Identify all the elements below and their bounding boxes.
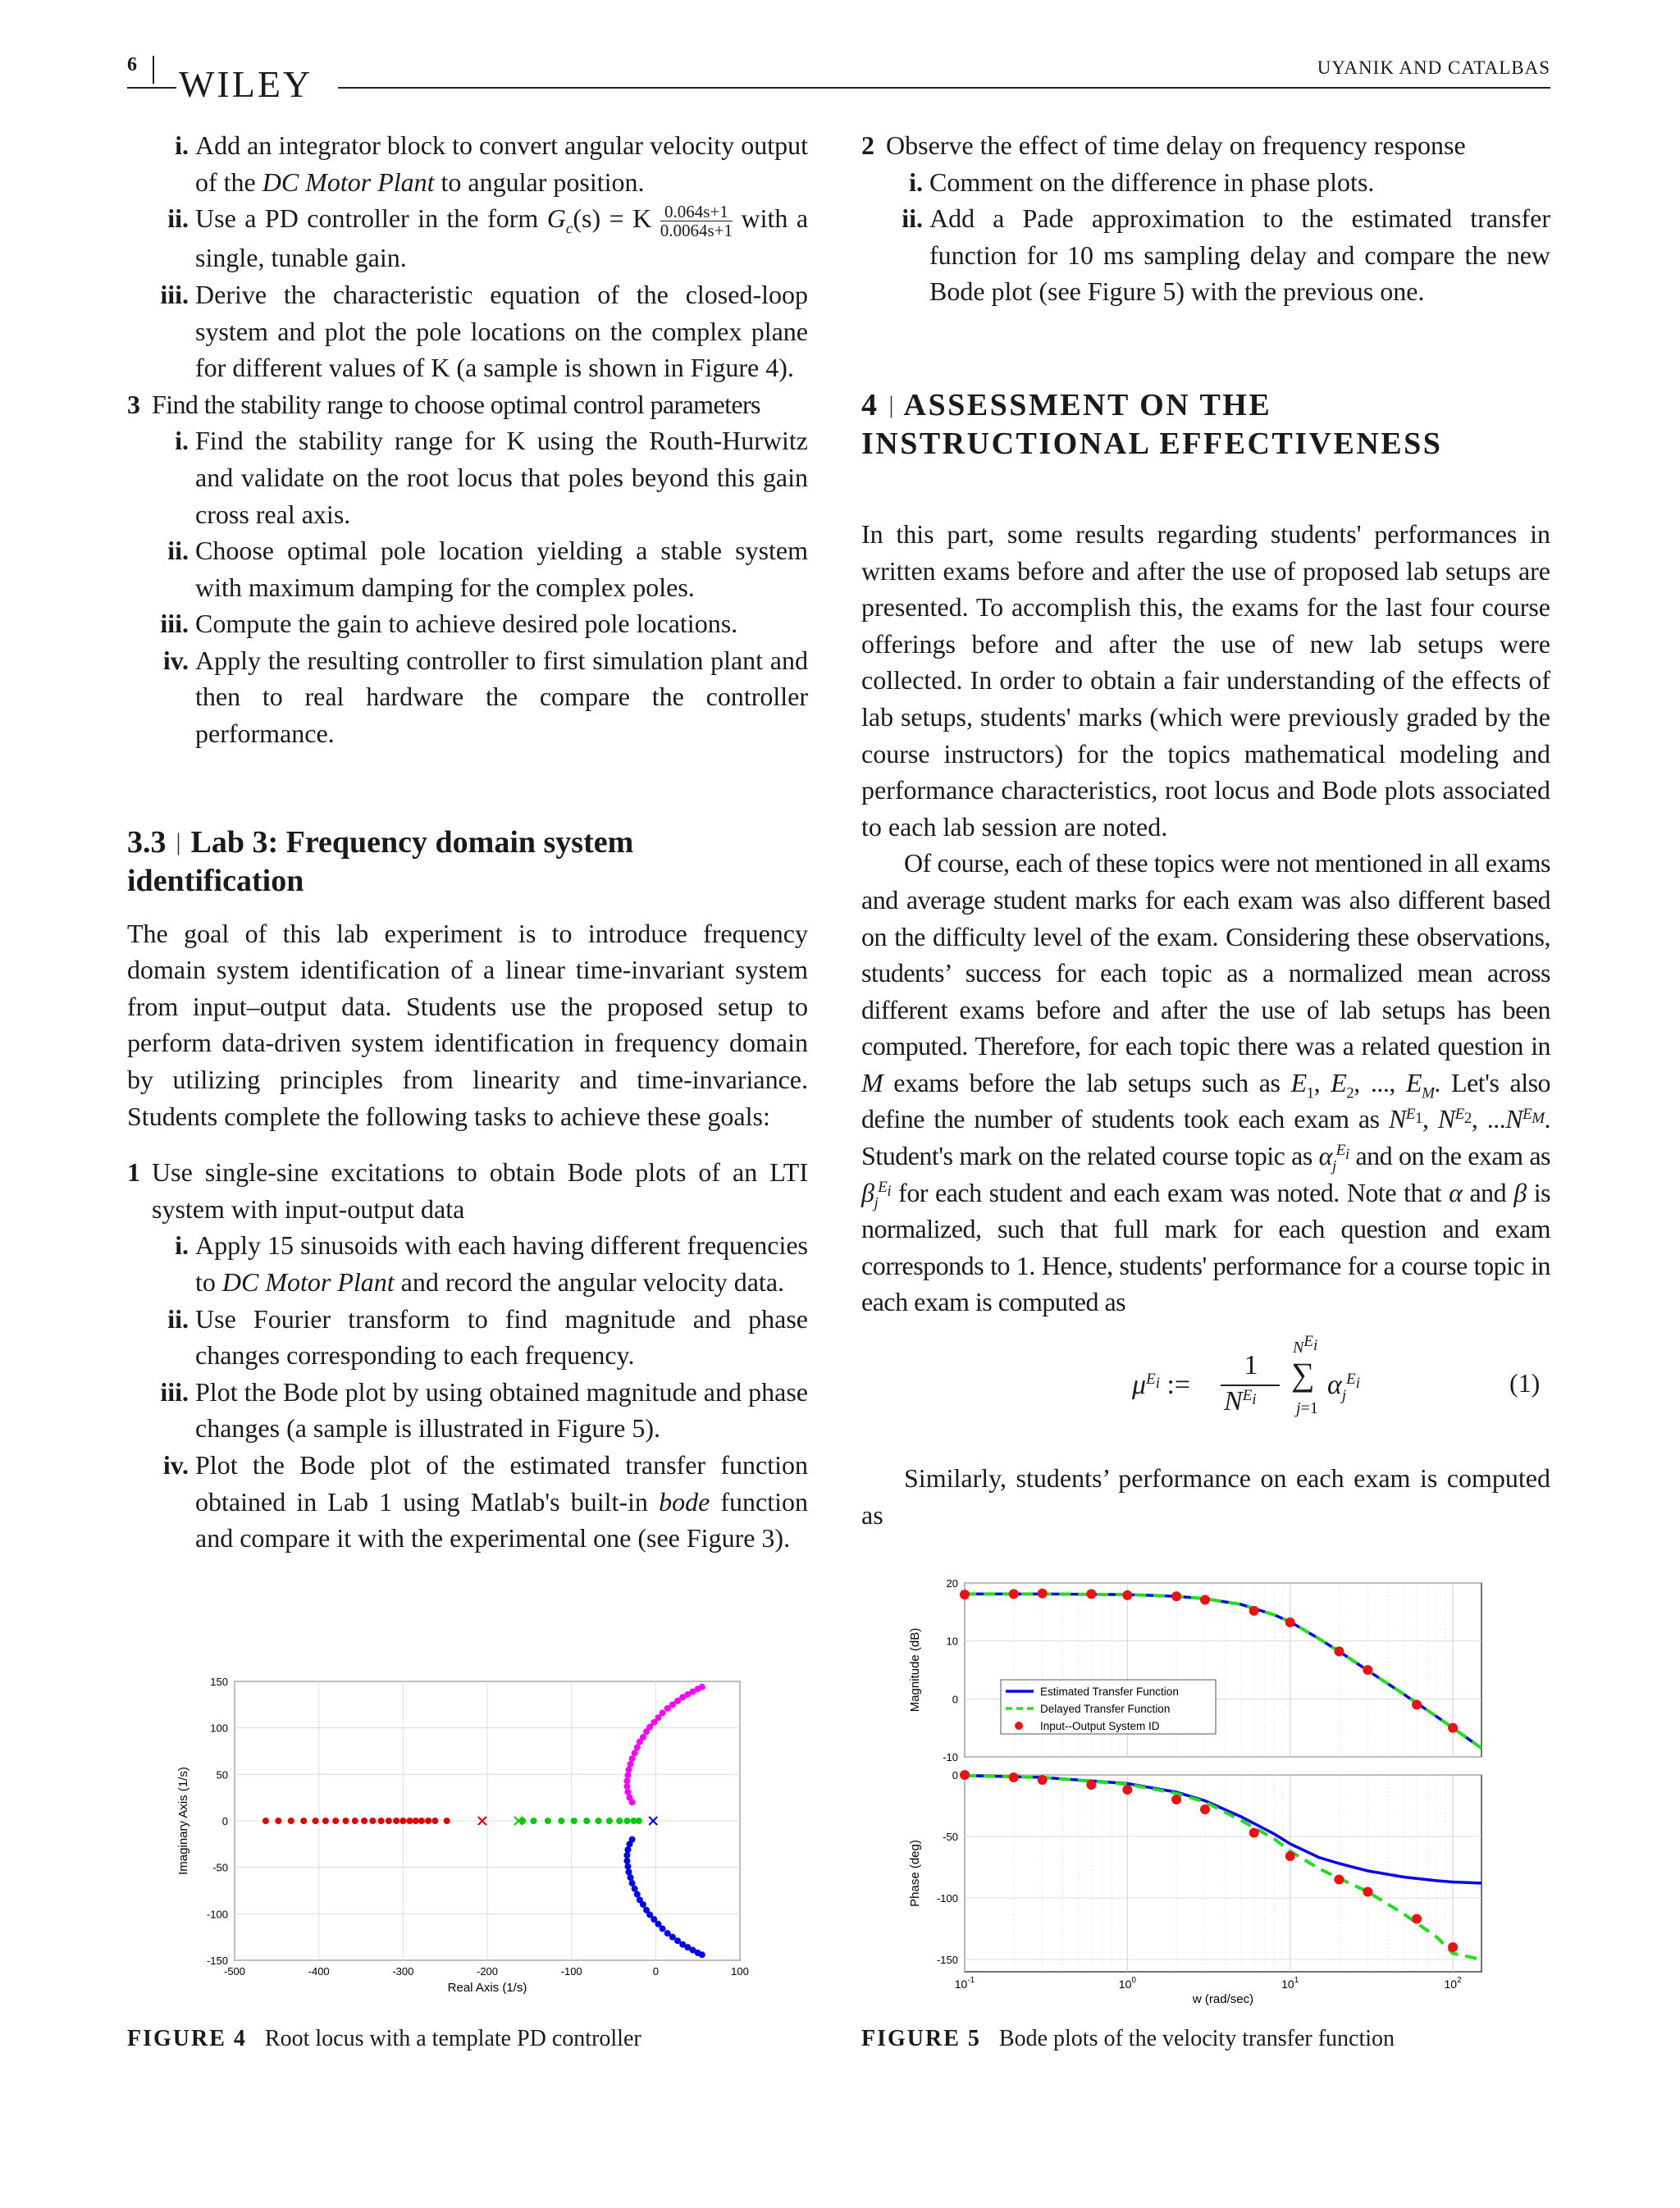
locus-point	[425, 1818, 431, 1824]
y-tick-label: 50	[216, 1768, 228, 1781]
list-marker: i.	[175, 426, 189, 456]
caption-text: Bode plots of the velocity transfer function	[998, 2026, 1395, 2051]
y-tick-label: 100	[210, 1722, 228, 1735]
section-heading: 3.3 | Lab 3: Frequency domain system identification	[127, 824, 634, 898]
caption-label: FIGURE 4	[127, 2026, 247, 2051]
locus-point	[625, 1868, 632, 1875]
locus-point	[431, 1818, 438, 1824]
section-title: INSTRUCTIONAL EFFECTIVENESS	[861, 426, 1443, 461]
data-marker	[1200, 1804, 1210, 1814]
data-marker	[1009, 1589, 1019, 1599]
locus-point	[640, 1734, 646, 1740]
x-tick-label: -400	[308, 1965, 330, 1978]
list-marker: ii.	[167, 1303, 189, 1334]
list-item	[127, 422, 808, 532]
locus-point	[418, 1818, 425, 1824]
y-tick-label: -10	[943, 1751, 958, 1763]
locus-point	[623, 1858, 630, 1864]
legend	[1001, 1680, 1216, 1734]
data-marker	[1448, 1723, 1458, 1733]
locus-point	[369, 1818, 376, 1824]
fraction-denominator: 0.0064s+1	[660, 221, 733, 241]
list-text: Plot the Bode plot of the estimated transfer function obtained in Lab 1 using Matlab's built-in	[195, 1449, 808, 1517]
emphasis: DC Motor Plant	[221, 1267, 395, 1297]
list-text: Find the stability range for K using the Routh-Hurwitz and validate on the root locus that poles beyond this gain cross real axis.	[195, 426, 808, 529]
list-item	[127, 1374, 808, 1447]
list-item	[127, 1154, 808, 1227]
equation-number: (1)	[1509, 1368, 1541, 1398]
locus-point	[624, 1846, 631, 1853]
list-text: Find the stability range to choose optimal control parameters	[152, 389, 760, 419]
emphasis: DC Motor Plant	[262, 167, 435, 197]
list-item	[127, 386, 808, 423]
list-marker: 1	[127, 1157, 140, 1188]
data-marker	[1171, 1591, 1181, 1601]
y-tick-label: 20	[946, 1577, 958, 1590]
locus-point	[606, 1818, 613, 1824]
legend-label: Input--Output System ID	[1040, 1720, 1160, 1732]
list-marker: ii.	[902, 203, 923, 234]
data-marker	[1122, 1785, 1132, 1795]
locus-point	[634, 1891, 641, 1898]
y-tick-label: -100	[936, 1892, 958, 1905]
y-tick-label: -150	[206, 1955, 228, 1967]
x-tick-label: $10^0$	[1118, 1976, 1136, 1991]
data-marker	[1412, 1699, 1422, 1709]
locus-point	[624, 1772, 631, 1778]
list-item	[861, 164, 1550, 201]
list-text: Add an integrator block to convert angular velocity output of the	[195, 130, 808, 197]
data-marker	[1249, 1828, 1259, 1838]
legend-marker	[1015, 1722, 1023, 1730]
data-marker	[960, 1590, 970, 1599]
locus-point	[332, 1818, 339, 1824]
data-marker	[1200, 1594, 1210, 1604]
list-text: Compute the gain to achieve desired pole locations.	[195, 609, 738, 639]
y-tick-label: 150	[210, 1676, 228, 1688]
section-title: Lab 3: Frequency domain system identification	[127, 824, 634, 898]
locus-point	[386, 1818, 392, 1824]
x-tick-label: $10^{-1}$	[954, 1976, 975, 1991]
list-text: Apply 15 sinusoids with each having different frequencies to	[195, 1230, 808, 1297]
math-beta: $\beta_j^{E_i}$	[861, 1177, 892, 1212]
header-rule-left	[127, 87, 176, 89]
data-marker	[1363, 1665, 1372, 1675]
paragraph-text: for each student and each exam was noted. Note that	[898, 1177, 1442, 1207]
locus-point	[623, 1818, 630, 1824]
locus-point	[361, 1818, 368, 1824]
paragraph: The goal of this lab experiment is to introduce frequency domain system identification of a linear time-invariant system from input–output data. Students use the proposed setup to perform data-driven system identification in frequency domain by utilizing principles from linearity and time-invariance. Students complete the following tasks to achieve these goals:	[127, 918, 808, 1131]
data-marker	[1038, 1589, 1048, 1599]
locus-point	[413, 1818, 419, 1824]
locus-point	[629, 1755, 636, 1762]
locus-point	[660, 1925, 666, 1932]
locus-point	[407, 1818, 413, 1824]
locus-point	[632, 1886, 638, 1892]
locus-point	[627, 1841, 633, 1847]
locus-point	[343, 1818, 349, 1824]
list-marker: ii.	[167, 536, 189, 566]
transfer-fraction	[660, 203, 733, 240]
math-student-counts: $N^{E_1}$, $N^{E_2}$, $...N^{E_M}$	[1389, 1104, 1545, 1134]
list-item	[861, 127, 1550, 164]
locus-point	[288, 1818, 294, 1824]
list-item	[127, 1447, 808, 1557]
y-tick-label: 10	[946, 1635, 958, 1648]
list-text: Choose optimal pole location yielding a stable system with maximum damping for the complex poles.	[195, 536, 808, 602]
math-alpha: $\alpha_j^{E_i}$	[1318, 1141, 1349, 1175]
list-marker: iii.	[160, 609, 189, 639]
list-marker: 3	[127, 389, 140, 419]
locus-point	[444, 1818, 450, 1824]
legend-label: Estimated Transfer Function	[1040, 1686, 1179, 1698]
data-marker	[1334, 1646, 1344, 1656]
list-marker: iv.	[162, 1449, 189, 1480]
math-symbol: G	[546, 203, 566, 234]
paragraph-text: Of course, each of these topics were not mentioned in all exams and average student marks for each exam was also different based on the difficulty level of the exam. Considering these observations, students’ success for each topic as a normalized mean across different exams before and after the use of lab setups has been computed. Therefore, for each topic there was a related question in	[861, 848, 1550, 1061]
locus-point	[352, 1818, 358, 1824]
figure-4-caption	[127, 2026, 641, 2052]
list-text: to angular position.	[441, 167, 645, 197]
y-tick-label: 0	[952, 1693, 958, 1706]
locus-point	[275, 1818, 281, 1824]
list-text: Observe the effect of time delay on frequency response	[886, 130, 1466, 160]
list-marker: ii.	[167, 203, 189, 234]
x-tick-label: $10^1$	[1281, 1976, 1299, 1991]
math-symbol: β	[1513, 1177, 1527, 1207]
locus-point	[623, 1777, 630, 1784]
x-tick-label: $10^2$	[1444, 1976, 1462, 1991]
legend-label: Delayed Transfer Function	[1040, 1703, 1171, 1715]
data-marker	[1122, 1590, 1132, 1600]
y-tick-label: 0	[221, 1815, 228, 1827]
locus-point	[629, 1880, 636, 1886]
y-tick-label: -50	[212, 1861, 228, 1874]
caption-text: Root locus with a template PD controller	[264, 2026, 641, 2051]
locus-point	[596, 1818, 602, 1824]
right-column	[861, 127, 1550, 1321]
list-item	[127, 1227, 808, 1300]
list-marker: 2	[861, 130, 874, 160]
locus-point	[583, 1818, 590, 1824]
y-tick-label: 0	[952, 1769, 958, 1781]
list-item	[861, 200, 1550, 310]
section-heading: 4 | ASSESSMENT ON THE INSTRUCTIONAL EFFECTIVENESS	[861, 387, 1443, 461]
locus-point	[628, 1874, 634, 1881]
header-rule	[338, 87, 1550, 89]
data-marker	[1038, 1775, 1048, 1785]
list-text: Plot the Bode plot by using obtained magnitude and phase changes (a sample is illustrated in Figure 5).	[195, 1376, 808, 1444]
list-item	[127, 605, 808, 642]
locus-point	[627, 1795, 633, 1801]
list-text: Apply the resulting controller to first simulation plant and then to real hardware the compare the controller performance.	[195, 645, 808, 749]
paragraph-text: Let's also define the number of students took each exam as	[861, 1067, 1551, 1134]
data-marker	[1171, 1795, 1181, 1804]
data-marker	[1086, 1589, 1096, 1599]
phase-axis-label: Phase (deg)	[908, 1840, 922, 1907]
section-number: 4	[861, 387, 879, 422]
locus-point	[616, 1818, 623, 1824]
list-item	[127, 1301, 808, 1374]
locus-point	[530, 1818, 536, 1824]
locus-point	[628, 1761, 634, 1768]
locus-point	[699, 1684, 705, 1690]
list-item	[127, 642, 808, 752]
locus-point	[545, 1818, 551, 1824]
x-axis-label: Real Axis (1/s)	[447, 1981, 527, 1995]
x-tick-label: -500	[223, 1965, 246, 1978]
math-subscript: c	[565, 220, 573, 238]
list-text: Add a Pade approximation to the estimated transfer function for 10 ms sampling delay and compare the new Bode plot (see Figure 5) with the previous one.	[929, 203, 1550, 307]
list-marker: iii.	[160, 1376, 189, 1407]
list-text: function and compare it with the experimental one (see Figure 3).	[195, 1486, 809, 1553]
data-marker	[1249, 1606, 1259, 1616]
locus-point	[632, 1750, 638, 1756]
math-exams: $E_1$, $E_2$, ..., $E_M$.	[1290, 1067, 1440, 1102]
x-tick-label: -100	[560, 1965, 582, 1978]
data-marker	[1009, 1772, 1019, 1782]
math-symbol: α	[1449, 1177, 1463, 1207]
root-locus-chart	[172, 1665, 763, 2010]
list-text: and record the angular velocity data.	[400, 1267, 785, 1297]
locus-point	[636, 1818, 642, 1824]
list-text: Derive the characteristic equation of the closed-loop system and plot the pole locations on the complex plane for different values of K (a sample is shown in Figure 4).	[195, 279, 808, 383]
paragraph-text: and	[1469, 1177, 1507, 1207]
paragraph-text: . Student's mark on the related course topic as	[861, 1104, 1551, 1171]
x-tick-label: -300	[392, 1965, 414, 1978]
data-marker	[1086, 1780, 1096, 1790]
locus-point	[624, 1789, 631, 1795]
running-authors: UYANIK AND CATALBAS	[1317, 57, 1550, 78]
locus-point	[571, 1818, 578, 1824]
list-item	[127, 276, 808, 386]
list-text: Use a PD controller in the form	[195, 203, 539, 234]
list-text: Use single-sine excitations to obtain Bode plots of an LTI system with input-output data	[152, 1157, 808, 1224]
locus-point	[640, 1901, 646, 1908]
data-marker	[1363, 1887, 1372, 1897]
locus-point	[378, 1818, 385, 1824]
caption-label: FIGURE 5	[861, 2026, 981, 2051]
locus-point	[300, 1818, 307, 1824]
list-marker: i.	[909, 167, 923, 197]
data-marker	[1448, 1942, 1458, 1952]
paragraph-text: and on the exam as	[1355, 1141, 1551, 1171]
list-item	[127, 200, 808, 276]
data-marker	[1285, 1617, 1295, 1627]
bode-chart	[902, 1575, 1501, 2010]
paragraph	[861, 845, 1550, 1321]
x-tick-label: 0	[652, 1965, 659, 1978]
paragraph: In this part, some results regarding students' performances in written exams before and after the use of proposed lab setups are presented. To accomplish this, the exams for the last four course offerings before and after the use of new lab setups were collected. In order to obtain a fair understanding of the effects of lab setups, students' marks (which were previously graded by the course instructors) for the topics mathematical modeling and performance characteristics, root locus and Bode plots associated to each lab session are noted.	[861, 518, 1550, 842]
y-tick-label: -50	[943, 1831, 958, 1843]
locus-point	[634, 1744, 641, 1750]
emphasis: bode	[659, 1486, 710, 1517]
left-column	[127, 127, 808, 1557]
locus-point	[660, 1710, 666, 1717]
list-text: with a single, tunable gain.	[195, 203, 809, 273]
right-column-tail	[861, 1460, 1550, 1533]
paragraph: Similarly, students’ performance on each exam is computed as	[861, 1463, 1550, 1530]
locus-point	[558, 1818, 564, 1824]
list-text: Comment on the difference in phase plots.	[929, 167, 1375, 197]
page-number: 6	[127, 54, 137, 75]
data-marker	[1412, 1914, 1422, 1924]
figure-5-caption	[861, 2026, 1395, 2052]
locus-point	[393, 1818, 399, 1824]
locus-point	[624, 1864, 631, 1870]
locus-point	[322, 1818, 329, 1824]
data-marker	[960, 1770, 970, 1780]
data-marker	[1334, 1875, 1344, 1885]
math-text: (s) = K	[573, 203, 652, 234]
data-marker	[1285, 1851, 1295, 1861]
magnitude-axis-label: Magnitude (dB)	[908, 1627, 922, 1713]
paragraph-text: is normalized, such that full mark for each question and exam corresponds to 1. Hence, students' performance for a course topic in each exam is computed as	[861, 1177, 1551, 1317]
locus-point	[313, 1818, 319, 1824]
list-marker: i.	[175, 130, 189, 160]
fraction-numerator: 0.064s+1	[660, 203, 733, 221]
math-symbol: M	[861, 1067, 883, 1097]
x-tick-label: 100	[731, 1965, 749, 1978]
x-tick-label: -200	[476, 1965, 499, 1978]
header-divider	[153, 56, 154, 84]
list-marker: i.	[175, 1230, 189, 1261]
list-item	[127, 127, 808, 200]
list-marker: iii.	[160, 279, 189, 309]
y-axis-label: Imaginary Axis (1/s)	[176, 1767, 190, 1875]
locus-point	[399, 1818, 406, 1824]
journal-brand: WILEY	[179, 63, 313, 105]
section-title: ASSESSMENT ON THE	[903, 387, 1272, 422]
locus-point	[625, 1767, 632, 1773]
y-tick-label: -150	[936, 1954, 958, 1966]
list-item	[127, 532, 808, 605]
y-tick-label: -100	[206, 1908, 228, 1921]
paragraph-text: exams before the lab setups such as	[893, 1067, 1281, 1097]
locus-point	[262, 1818, 269, 1824]
list-marker: iv.	[162, 645, 189, 675]
section-number: 3.3	[127, 824, 167, 860]
list-text: Use Fourier transform to find magnitude and phase changes corresponding to each frequency.	[195, 1303, 808, 1371]
locus-point	[699, 1951, 705, 1958]
equation-1: $\mu^{E_i}$ := 1 $N^{E_i}$ $N^{E_i}$ ∑ j=1 $\alpha_j^{E_i}$	[1132, 1333, 1361, 1417]
x-axis-label: w (rad/sec)	[1192, 1992, 1254, 2006]
